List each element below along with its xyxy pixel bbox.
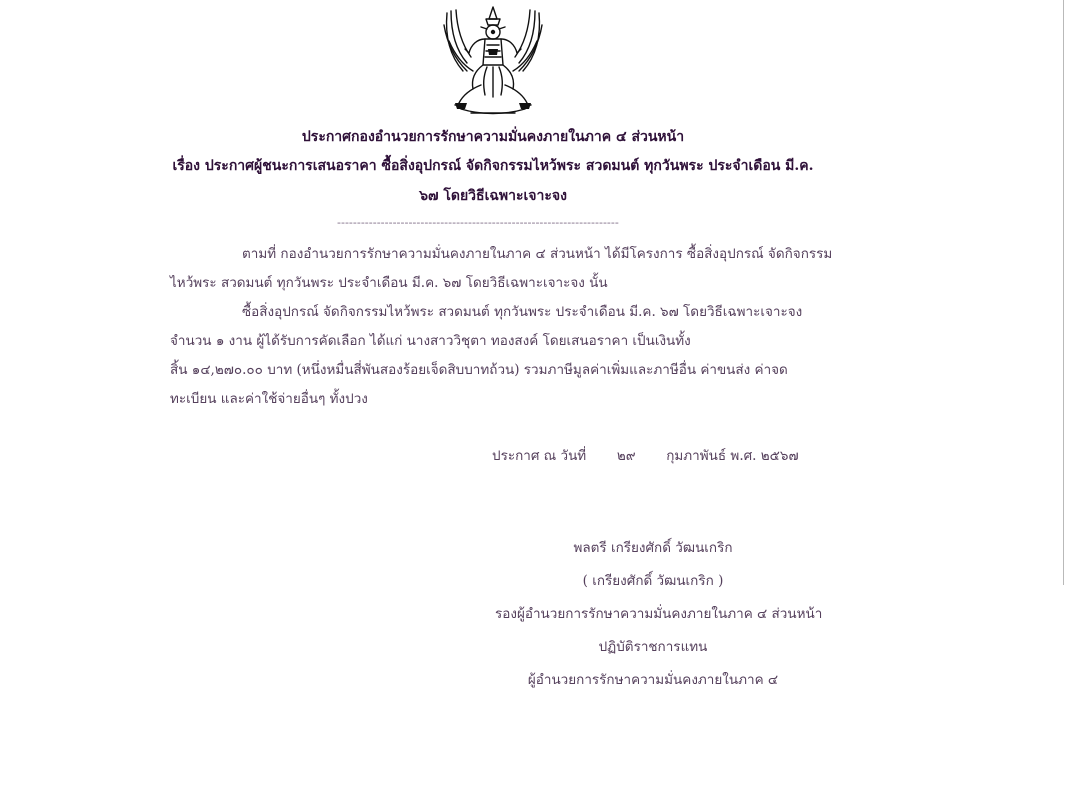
garuda-emblem-icon — [441, 5, 545, 117]
signer-position: รองผู้อำนวยการรักษาความมั่นคงภายในภาค ๔ ส่วนหน้า — [495, 606, 823, 622]
date-month-year: กุมภาพันธ์ พ.ศ. ๒๕๖๗ — [666, 448, 799, 464]
signer-acting-note: ปฏิบัติราชการแทน — [598, 639, 708, 655]
divider-line: ----------------------------------------------------------------------- — [337, 216, 619, 229]
signer-name-paren: ( เกรียงศักดิ์ วัฒนเกริก ) — [582, 573, 724, 589]
paragraph-2-line-3: สิ้น ๑๔,๒๗๐.๐๐ บาท (หนึ่งหมื่นสี่พันสองร้อยเจ็ดสิบบาทถ้วน) รวมภาษีมูลค่าเพิ่มและภาษีอื่น ค่าขนส่ง ค่าจด — [170, 362, 788, 378]
announcement-title: ประกาศกองอำนวยการรักษาความมั่นคงภายในภาค ๔ ส่วนหน้า — [301, 129, 685, 145]
date-prefix: ประกาศ ณ วันที่ — [492, 448, 587, 464]
paragraph-2-line-1: ซื้อสิ่งอุปกรณ์ จัดกิจกรรมไหว้พระ สวดมนต์ ทุกวันพระ ประจำเดือน มี.ค. ๖๗ โดยวิธีเฉพาะเจาะจง — [242, 304, 803, 320]
date-day: ๒๙ — [616, 448, 636, 464]
paragraph-1-line-1: ตามที่ กองอำนวยการรักษาความมั่นคงภายในภาค ๔ ส่วนหน้า ได้มีโครงการ ซื้อสิ่งอุปกรณ์ จัดกิจกรรม — [242, 246, 833, 262]
page-edge-border — [1063, 0, 1064, 585]
signer-name-rank: พลตรี เกรียงศักดิ์ วัฒนเกริก — [573, 540, 733, 556]
paragraph-1-line-2: ไหว้พระ สวดมนต์ ทุกวันพระ ประจำเดือน มี.ค. ๖๗ โดยวิธีเฉพาะเจาะจง นั้น — [170, 275, 608, 291]
announcement-date — [492, 444, 799, 466]
paragraph-2-line-2: จำนวน ๑ งาน ผู้ได้รับการคัดเลือก ได้แก่ นางสาววิชุตา ทองสงค์ โดยเสนอราคา เป็นเงินทั้ง — [170, 333, 691, 349]
signer-principal-position: ผู้อำนวยการรักษาความมั่นคงภายในภาค ๔ — [527, 672, 779, 688]
announcement-subject: เรื่อง ประกาศผู้ชนะการเสนอราคา ซื้อสิ่งอุปกรณ์ จัดกิจกรรมไหว้พระ สวดมนต์ ทุกวันพระ ประจำเดือน มี.ค. — [172, 158, 814, 174]
paragraph-2-line-4: ทะเบียน และค่าใช้จ่ายอื่นๆ ทั้งปวง — [170, 391, 368, 407]
announcement-subject-cont: ๖๗ โดยวิธีเฉพาะเจาะจง — [419, 188, 567, 204]
